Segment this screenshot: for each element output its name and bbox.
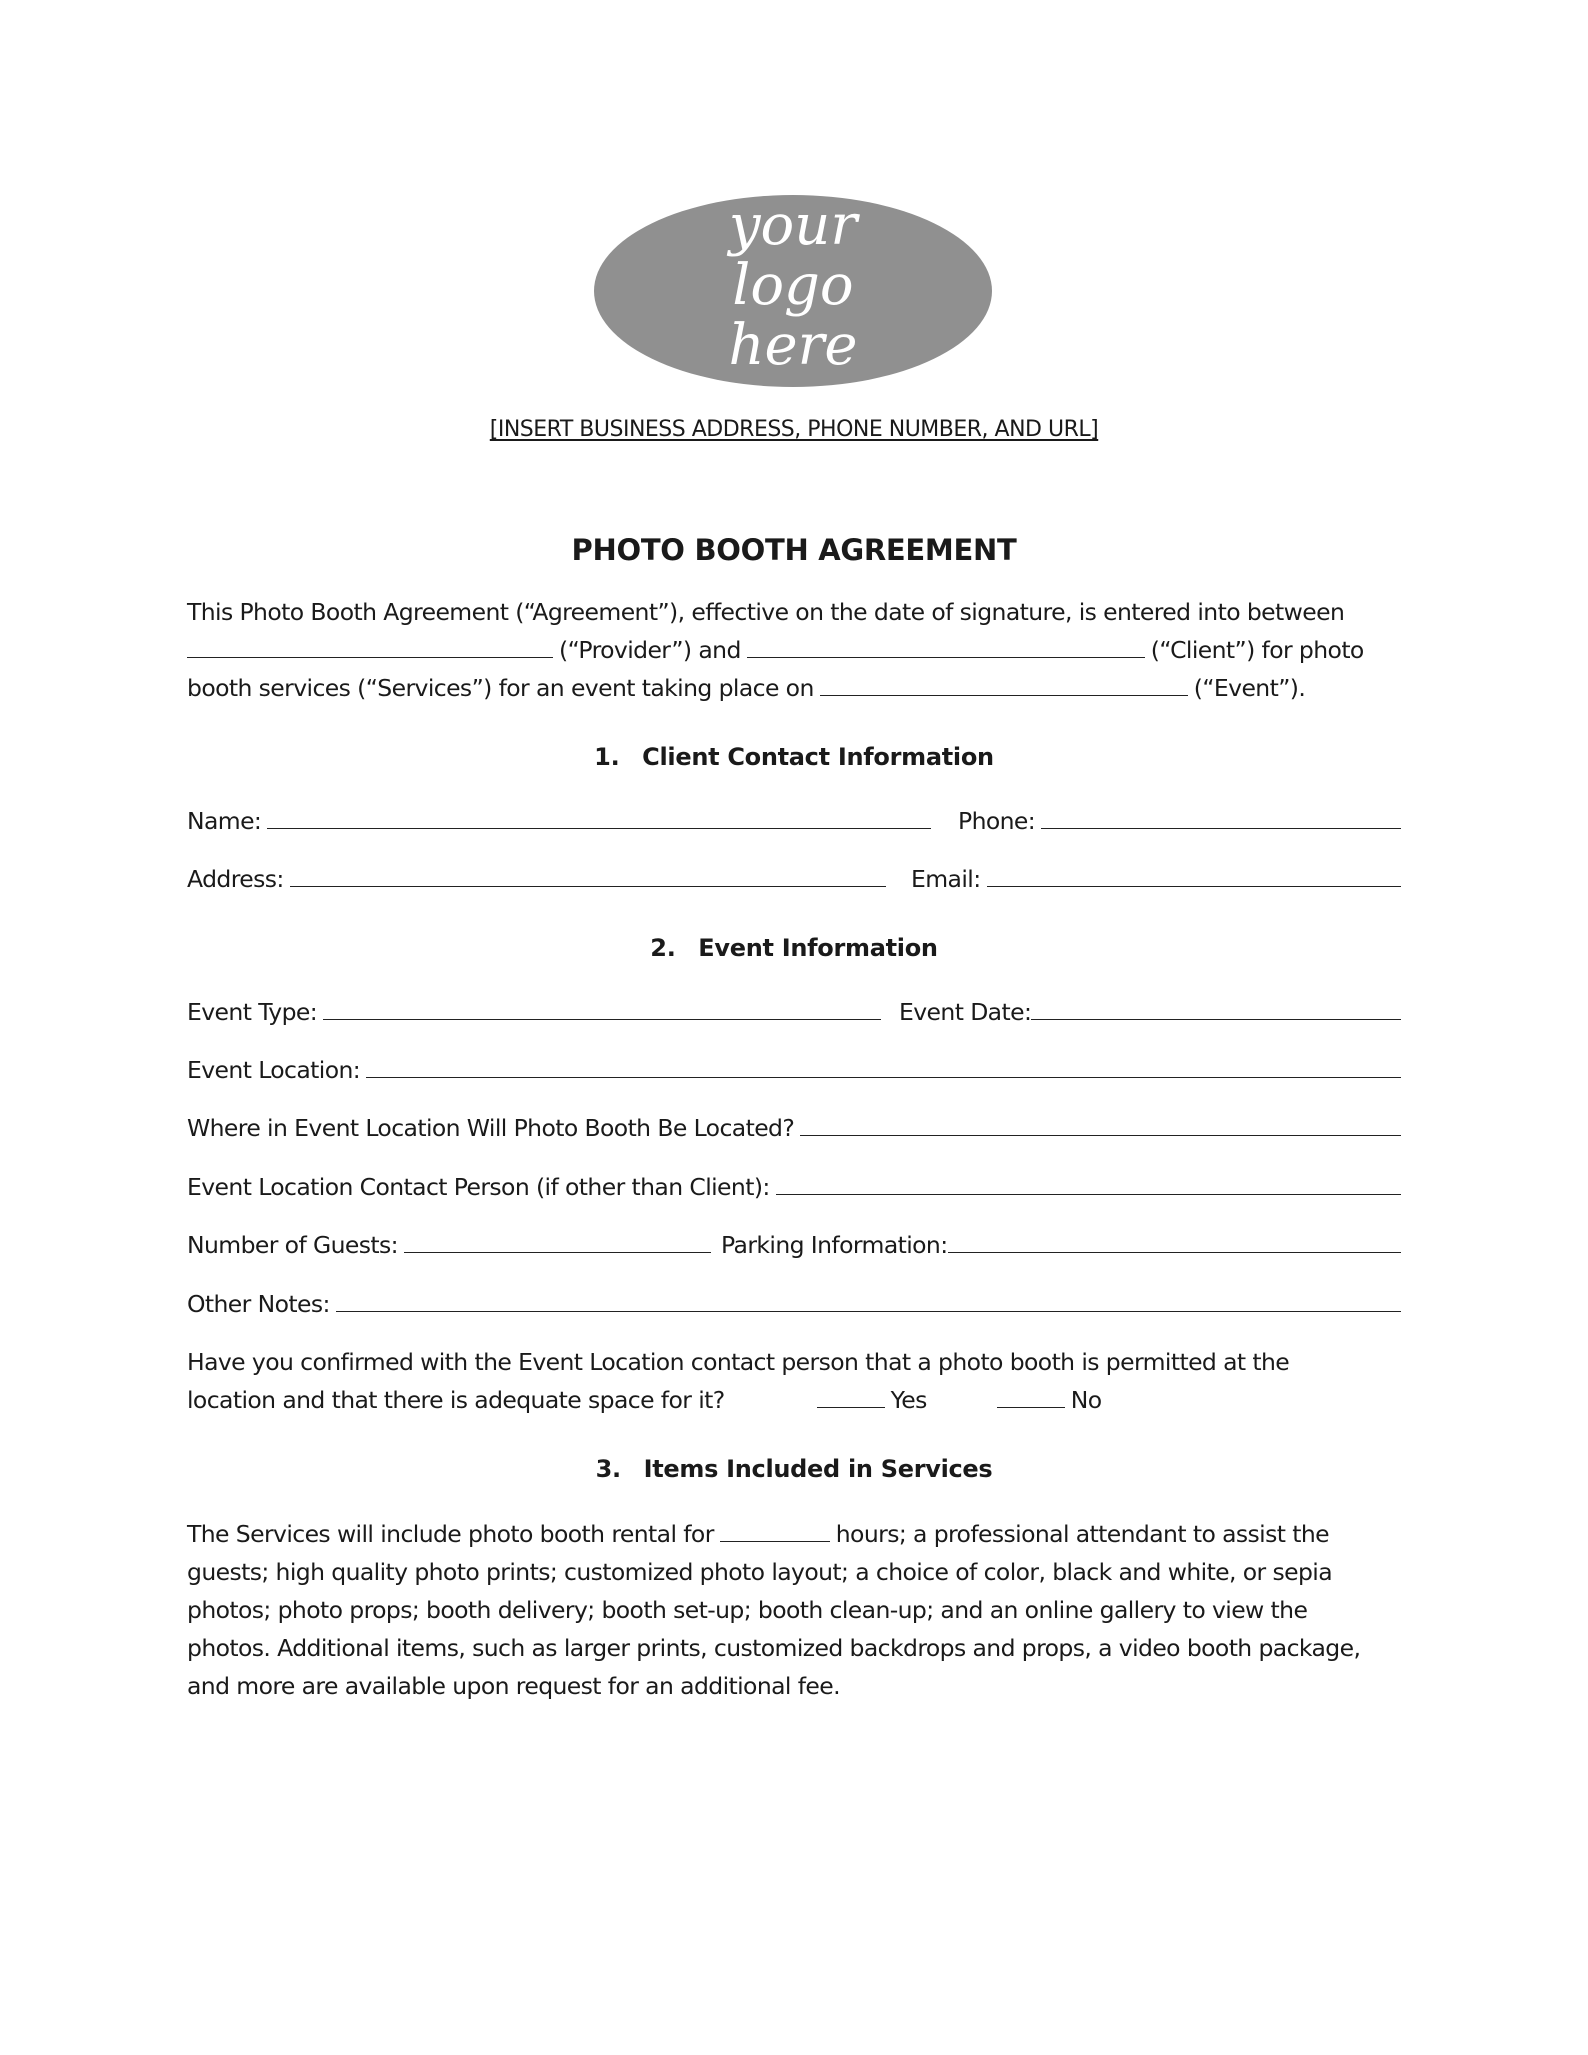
phone-label: Phone: (958, 807, 1036, 835)
no-blank[interactable] (997, 1407, 1065, 1408)
location-contact-row (187, 1172, 1401, 1202)
location-contact-field[interactable] (776, 1194, 1401, 1195)
name-field[interactable] (267, 828, 931, 829)
other-notes-label: Other Notes: (187, 1290, 330, 1318)
event-type-date-row (187, 997, 1401, 1027)
event-label: (“Event”). (1193, 674, 1306, 702)
booth-placement-row (187, 1113, 1401, 1143)
event-type-field[interactable] (323, 1019, 881, 1020)
confirm-line-2 (187, 1385, 1401, 1415)
section-1-number: 1. (594, 743, 620, 771)
provider-label: (“Provider”) and (559, 636, 741, 664)
intro-line-2 (187, 635, 1401, 665)
yes-blank[interactable] (817, 1407, 885, 1408)
logo-text-line-3: here (728, 313, 858, 378)
phone-field[interactable] (1041, 828, 1401, 829)
services-line-4: photos. Additional items, such as larger prints, customized backdrops and props, a video booth package, (187, 1634, 1361, 1662)
rental-hours-blank[interactable] (720, 1541, 830, 1542)
address-field[interactable] (290, 886, 886, 887)
logo-placeholder (593, 194, 993, 388)
event-location-row (187, 1055, 1401, 1085)
email-label: Email: (911, 865, 981, 893)
confirm-question-text: location and that there is adequate space for it? (187, 1386, 725, 1414)
services-line-2: guests; high quality photo prints; customized photo layout; a choice of color, black and white, or sepia (187, 1558, 1333, 1586)
confirm-line-1: Have you confirmed with the Event Location contact person that a photo booth is permitted at the (187, 1348, 1290, 1376)
services-line-1 (187, 1519, 1401, 1549)
event-date-blank[interactable] (820, 695, 1188, 696)
section-2-title: Event Information (698, 934, 938, 962)
event-date-label: Event Date: (899, 998, 1032, 1026)
booth-placement-label: Where in Event Location Will Photo Booth Be Located? (187, 1114, 795, 1142)
services-rental-text: The Services will include photo booth rental for (187, 1520, 714, 1548)
intro-line-1: This Photo Booth Agreement (“Agreement”), effective on the date of signature, is entered into between (187, 598, 1345, 626)
intro-line-3 (187, 673, 1401, 703)
section-1-title: Client Contact Information (642, 743, 994, 771)
booth-placement-field[interactable] (800, 1135, 1401, 1136)
address-label: Address: (187, 865, 284, 893)
email-field[interactable] (987, 886, 1401, 887)
event-date-field[interactable] (1031, 1019, 1401, 1020)
location-contact-label: Event Location Contact Person (if other than Client): (187, 1173, 770, 1201)
event-type-label: Event Type: (187, 998, 318, 1026)
client-name-blank[interactable] (747, 657, 1145, 658)
section-3-heading (0, 1454, 1588, 1484)
client-name-phone-row (187, 806, 1401, 836)
event-date-intro-text: booth services (“Services”) for an event taking place on (187, 674, 814, 702)
document-title: PHOTO BOOTH AGREEMENT (571, 533, 1017, 567)
business-address-placeholder (0, 416, 1588, 444)
event-location-label: Event Location: (187, 1056, 361, 1084)
section-3-title: Items Included in Services (643, 1455, 993, 1483)
provider-name-blank[interactable] (187, 657, 553, 658)
section-3-number: 3. (595, 1455, 621, 1483)
yes-label: Yes (890, 1386, 927, 1414)
event-location-field[interactable] (366, 1077, 1401, 1078)
section-2-number: 2. (650, 934, 676, 962)
name-label: Name: (187, 807, 262, 835)
parking-field[interactable] (948, 1252, 1401, 1253)
logo-text-line-1: your (728, 194, 858, 258)
client-address-email-row (187, 864, 1401, 894)
address-placeholder-text: [INSERT BUSINESS ADDRESS, PHONE NUMBER, AND URL] (489, 417, 1099, 442)
other-notes-field[interactable] (336, 1311, 1401, 1312)
logo-text-line-2: logo (732, 253, 854, 318)
guests-parking-row (187, 1230, 1401, 1260)
services-line-5: and more are available upon request for an additional fee. (187, 1672, 840, 1700)
parking-label: Parking Information: (721, 1231, 948, 1259)
services-line-3: photos; photo props; booth delivery; booth set-up; booth clean-up; and an online gallery to view the (187, 1596, 1308, 1624)
client-label: (“Client”) for photo (1150, 636, 1364, 664)
other-notes-row (187, 1289, 1401, 1319)
section-2-heading (0, 933, 1588, 963)
section-1-heading (0, 742, 1588, 772)
services-hours-text: hours; a professional attendant to assist the (835, 1520, 1330, 1548)
no-label: No (1070, 1386, 1102, 1414)
guests-field[interactable] (404, 1252, 711, 1253)
guests-label: Number of Guests: (187, 1231, 398, 1259)
